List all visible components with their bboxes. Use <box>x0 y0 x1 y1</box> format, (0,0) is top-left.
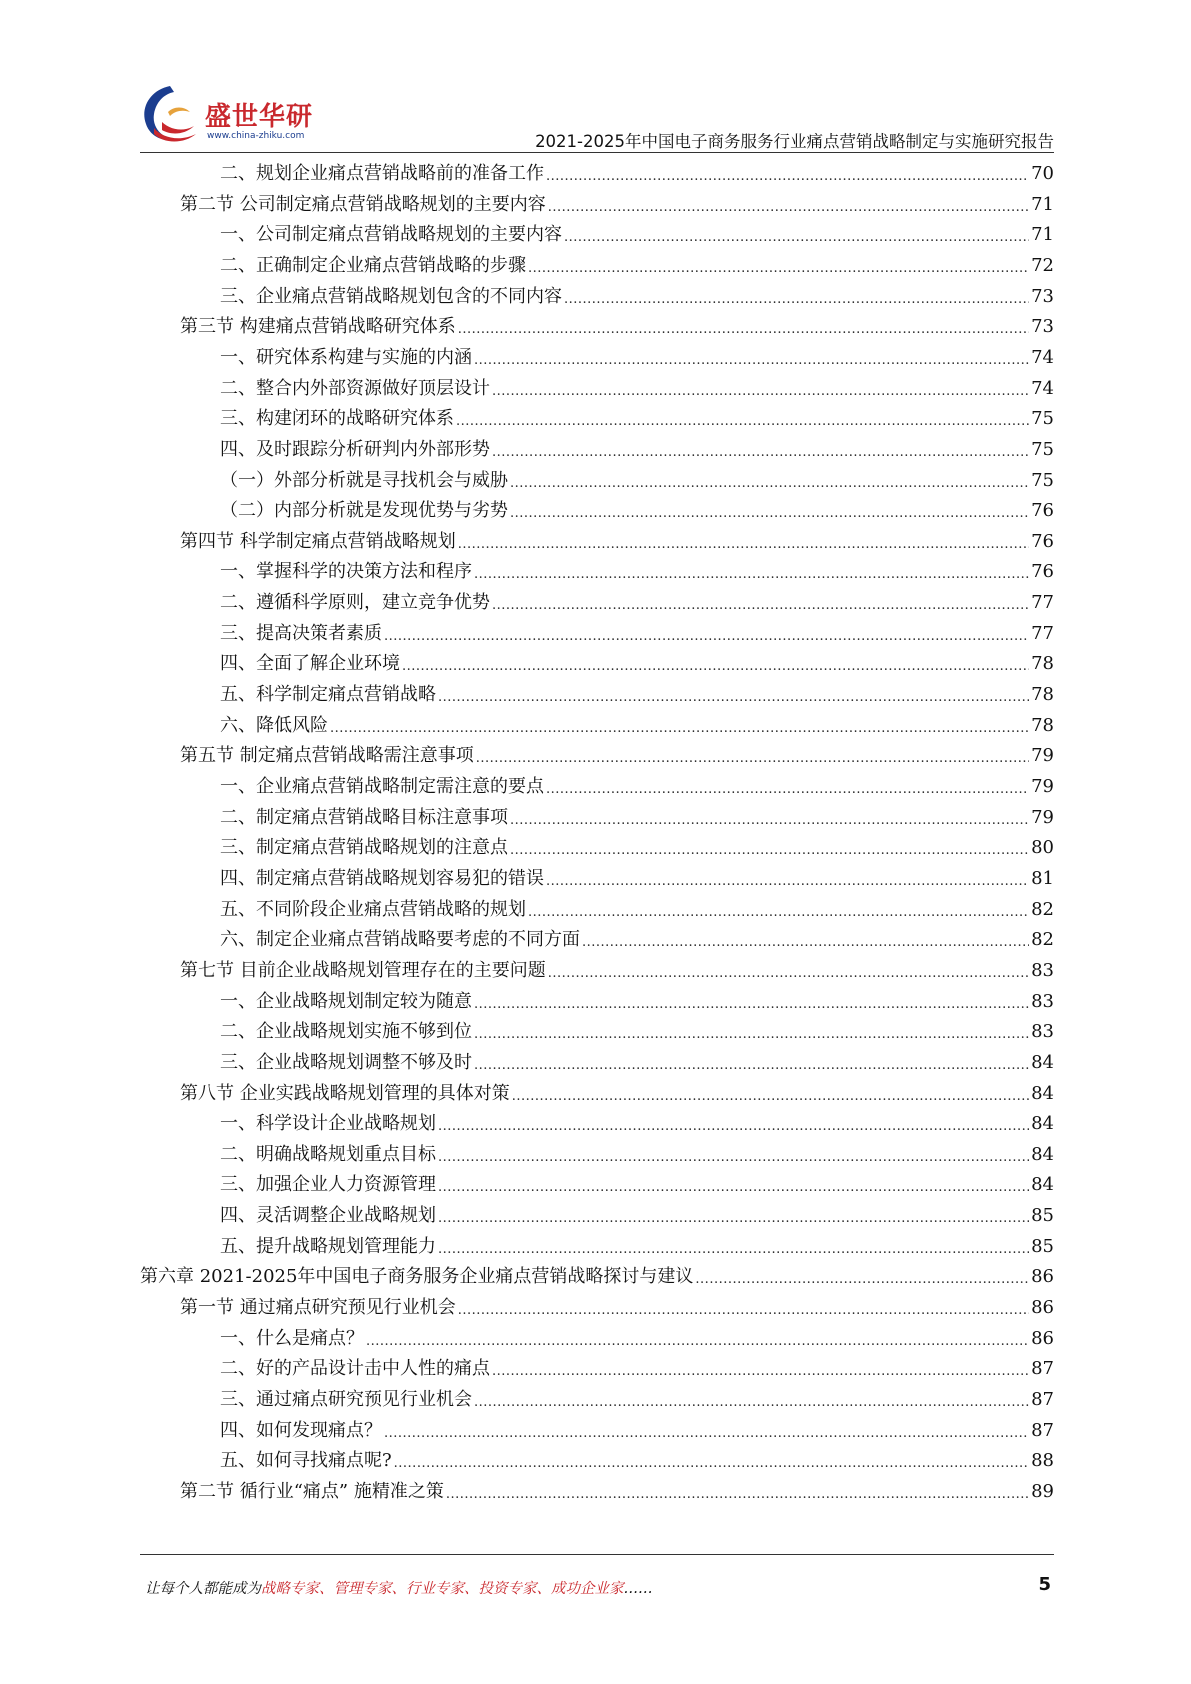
toc-entry-title: 一、公司制定痛点营销战略规划的主要内容 <box>220 224 562 246</box>
toc-entry-page: 77 <box>1031 622 1054 644</box>
toc-entry[interactable] <box>220 681 1054 709</box>
toc-entry-page: 78 <box>1031 714 1054 736</box>
toc-dot-leader <box>564 221 1029 249</box>
toc-entry-page: 87 <box>1031 1389 1054 1410</box>
toc-entry-page: 79 <box>1031 745 1054 767</box>
toc-dot-leader <box>492 1355 1029 1383</box>
toc-dot-leader <box>438 1171 1029 1199</box>
logo-text: 盛世华研 <box>205 102 314 132</box>
toc-entry[interactable] <box>220 620 1054 648</box>
toc-entry-title: 第四节 科学制定痛点营销战略规划 <box>180 530 456 552</box>
toc-entry[interactable] <box>220 1202 1054 1230</box>
toc-entry-title: （一）外部分析就是寻找机会与威胁 <box>220 469 508 491</box>
toc-entry-page: 84 <box>1031 1143 1054 1165</box>
toc-entry[interactable] <box>220 252 1054 280</box>
toc-entry-page: 76 <box>1031 500 1054 522</box>
toc-entry[interactable] <box>220 988 1054 1016</box>
footer-slogan <box>145 1577 653 1598</box>
toc-entry[interactable] <box>220 375 1054 403</box>
toc-entry-page: 84 <box>1031 1113 1054 1135</box>
toc-entry[interactable] <box>220 1018 1054 1046</box>
toc-dot-leader <box>548 191 1029 219</box>
toc-dot-leader <box>492 436 1029 464</box>
toc-entry-title: 五、如何寻找痛点呢? <box>220 1450 392 1472</box>
toc-entry[interactable] <box>220 804 1054 832</box>
toc-entry-page: 78 <box>1031 653 1054 675</box>
toc-entry[interactable] <box>220 1355 1054 1383</box>
toc-entry-page: 73 <box>1031 316 1054 338</box>
toc-entry-page: 85 <box>1031 1235 1054 1257</box>
toc-entry-page: 78 <box>1031 684 1054 706</box>
toc-entry-title: 四、制定痛点营销战略规划容易犯的错误 <box>220 867 544 889</box>
footer-slogan-highlight: 战略专家、管理专家、行业专家、投资专家、成功企业家 <box>261 1581 624 1597</box>
toc-entry-page: 84 <box>1031 1174 1054 1196</box>
toc-dot-leader <box>492 375 1029 403</box>
toc-entry-page: 71 <box>1031 193 1054 215</box>
toc-entry-page: 82 <box>1031 898 1054 920</box>
toc-entry-page: 75 <box>1031 469 1054 491</box>
toc-entry-page: 79 <box>1031 806 1054 828</box>
toc-entry-page: 87 <box>1031 1419 1054 1441</box>
toc-entry[interactable] <box>220 344 1054 372</box>
toc-entry-title: 五、不同阶段企业痛点营销战略的规划 <box>220 898 526 920</box>
toc-entry-title: 六、降低风险 <box>220 714 328 736</box>
toc-dot-leader <box>458 313 1029 341</box>
toc-entry-title: 二、好的产品设计击中人性的痛点 <box>220 1358 490 1380</box>
toc-entry-page: 74 <box>1031 377 1054 399</box>
footer-divider <box>140 1554 1054 1555</box>
toc-entry-title: 第五节 制定痛点营销战略需注意事项 <box>180 745 474 767</box>
toc-dot-leader <box>546 160 1029 188</box>
toc-entry-page: 85 <box>1031 1205 1054 1227</box>
toc-dot-leader <box>492 589 1029 617</box>
toc-entry-title: 三、企业痛点营销战略规划包含的不同内容 <box>220 285 562 307</box>
toc-entry-title: 第六章 2021-2025年中国电子商务服务企业痛点营销战略探讨与建议 <box>140 1266 694 1288</box>
toc-entry[interactable] <box>180 742 1054 770</box>
toc-entry-page: 71 <box>1031 224 1054 246</box>
toc-dot-leader <box>366 1325 1029 1353</box>
toc-entry-page: 86 <box>1031 1266 1054 1288</box>
toc-entry-page: 79 <box>1031 776 1054 797</box>
toc-entry-page: 83 <box>1031 1021 1054 1043</box>
toc-dot-leader <box>456 405 1029 433</box>
toc-dot-leader <box>582 926 1029 954</box>
toc-dot-leader <box>528 896 1029 924</box>
toc-entry[interactable] <box>220 1325 1054 1353</box>
toc-entry[interactable] <box>220 589 1054 617</box>
toc-entry-title: 第三节 构建痛点营销战略研究体系 <box>180 316 456 338</box>
toc-entry[interactable] <box>180 1478 1054 1506</box>
toc-entry[interactable] <box>180 313 1054 341</box>
toc-entry-title: 二、正确制定企业痛点营销战略的步骤 <box>220 254 526 276</box>
toc-dot-leader <box>438 1110 1029 1138</box>
toc-entry[interactable] <box>220 834 1054 862</box>
toc-entry[interactable] <box>140 1263 1054 1291</box>
toc-dot-leader <box>402 650 1029 678</box>
toc-dot-leader <box>474 988 1029 1016</box>
page-number: 5 <box>1038 1574 1051 1595</box>
toc-entry-page: 83 <box>1031 959 1054 981</box>
toc-dot-leader <box>458 1294 1029 1322</box>
toc-entry[interactable] <box>220 712 1054 740</box>
toc-entry[interactable] <box>220 650 1054 678</box>
toc-entry[interactable] <box>220 160 1054 188</box>
toc-entry-title: 六、制定企业痛点营销战略要考虑的不同方面 <box>220 929 580 951</box>
footer-slogan-prefix: 让每个人都能成为 <box>145 1581 261 1597</box>
toc-entry[interactable] <box>220 1110 1054 1138</box>
toc-entry[interactable] <box>220 1386 1054 1414</box>
toc-entry[interactable] <box>220 1141 1054 1169</box>
toc-entry[interactable] <box>220 558 1054 586</box>
toc-dot-leader <box>474 1049 1029 1077</box>
toc-entry[interactable] <box>220 865 1054 893</box>
toc-entry-page: 72 <box>1031 254 1054 276</box>
toc-dot-leader <box>476 742 1029 770</box>
toc-dot-leader <box>546 865 1029 893</box>
toc-entry-title: 第二节 公司制定痛点营销战略规划的主要内容 <box>180 193 546 215</box>
toc-entry[interactable] <box>220 1233 1054 1261</box>
toc-entry-title: 第一节 通过痛点研究预见行业机会 <box>180 1297 456 1319</box>
toc-entry-page: 75 <box>1031 408 1054 430</box>
toc-entry-title: 第二节 循行业“痛点” 施精准之策 <box>180 1480 444 1502</box>
toc-dot-leader <box>458 528 1029 556</box>
toc-dot-leader <box>528 252 1029 280</box>
toc-dot-leader <box>438 1202 1029 1230</box>
toc-entry[interactable] <box>220 926 1054 954</box>
toc-dot-leader <box>510 834 1029 862</box>
toc-entry-title: 第七节 目前企业战略规划管理存在的主要问题 <box>180 959 546 981</box>
toc-entry[interactable] <box>220 1447 1054 1475</box>
toc-entry-page: 84 <box>1031 1051 1054 1073</box>
toc-entry-title: 三、构建闭环的战略研究体系 <box>220 408 454 430</box>
toc-entry-title: 一、企业战略规划制定较为随意 <box>220 990 472 1012</box>
toc-dot-leader <box>510 497 1029 525</box>
toc-entry[interactable] <box>220 436 1054 464</box>
toc-entry[interactable] <box>220 773 1054 801</box>
toc-entry-page: 77 <box>1031 592 1054 614</box>
header-divider <box>140 152 1054 153</box>
toc-dot-leader <box>510 467 1029 495</box>
toc-entry-page: 87 <box>1031 1358 1054 1380</box>
toc-entry-page: 88 <box>1031 1450 1054 1472</box>
toc-entry-title: 一、掌握科学的决策方法和程序 <box>220 561 472 583</box>
toc-dot-leader <box>394 1447 1029 1475</box>
toc-entry[interactable] <box>220 497 1054 525</box>
toc-entry[interactable] <box>220 1417 1054 1445</box>
toc-dot-leader <box>510 804 1029 832</box>
toc-entry-page: 80 <box>1031 837 1054 859</box>
toc-entry[interactable] <box>220 896 1054 924</box>
toc-entry[interactable] <box>220 1049 1054 1077</box>
toc-entry-page: 86 <box>1031 1297 1054 1319</box>
toc-entry[interactable] <box>220 283 1054 311</box>
toc-dot-leader <box>330 712 1029 740</box>
toc-entry[interactable] <box>220 405 1054 433</box>
toc-entry-page: 76 <box>1031 530 1054 552</box>
toc-dot-leader <box>546 773 1029 801</box>
toc-entry-title: 三、提高决策者素质 <box>220 622 382 644</box>
logo-url: www.china-zhiku.com <box>207 131 305 141</box>
toc-entry[interactable] <box>180 957 1054 985</box>
toc-entry-page: 82 <box>1031 929 1054 951</box>
toc-entry-title: 二、明确战略规划重点目标 <box>220 1143 436 1165</box>
toc-entry-title: 五、提升战略规划管理能力 <box>220 1235 436 1257</box>
toc-entry-title: 一、科学设计企业战略规划 <box>220 1113 436 1135</box>
toc-dot-leader <box>548 957 1029 985</box>
toc-dot-leader <box>474 1018 1029 1046</box>
toc-entry-page: 73 <box>1031 285 1054 307</box>
toc-dot-leader <box>384 620 1029 648</box>
toc-entry-title: 三、加强企业人力资源管理 <box>220 1174 436 1196</box>
toc-entry-page: 76 <box>1031 561 1054 583</box>
toc-entry-title: 二、企业战略规划实施不够到位 <box>220 1021 472 1043</box>
toc-entry-page: 75 <box>1031 438 1054 460</box>
toc-dot-leader <box>695 1263 1029 1291</box>
toc-entry[interactable] <box>180 1080 1054 1108</box>
toc-entry[interactable] <box>180 528 1054 556</box>
toc-entry-title: 四、如何发现痛点？ <box>220 1419 382 1441</box>
toc-dot-leader <box>438 1233 1029 1261</box>
toc-dot-leader <box>474 344 1029 372</box>
toc-entry-title: 一、什么是痛点？ <box>220 1327 364 1349</box>
toc-entry-page: 81 <box>1031 867 1054 889</box>
toc-entry-title: （二）内部分析就是发现优势与劣势 <box>220 500 508 522</box>
toc-entry[interactable] <box>220 1171 1054 1199</box>
toc-entry-title: 四、及时跟踪分析研判内外部形势 <box>220 438 490 460</box>
toc-dot-leader <box>474 558 1029 586</box>
toc-dot-leader <box>384 1417 1029 1445</box>
toc-entry-title: 四、灵活调整企业战略规划 <box>220 1205 436 1227</box>
footer-slogan-suffix: …… <box>623 1581 653 1597</box>
toc-entry[interactable] <box>180 1294 1054 1322</box>
toc-entry-page: 74 <box>1031 346 1054 368</box>
toc-entry-title: 二、遵循科学原则，建立竞争优势 <box>220 592 490 614</box>
toc-entry-title: 五、科学制定痛点营销战略 <box>220 684 436 706</box>
toc-entry-title: 一、企业痛点营销战略制定需注意的要点 <box>220 776 544 797</box>
toc-dot-leader <box>438 681 1029 709</box>
toc-entry-title: 一、研究体系构建与实施的内涵 <box>220 346 472 368</box>
toc-entry-page: 89 <box>1031 1480 1054 1502</box>
toc-dot-leader <box>512 1080 1029 1108</box>
toc-entry-title: 第八节 企业实践战略规划管理的具体对策 <box>180 1082 510 1104</box>
toc-entry-title: 三、制定痛点营销战略规划的注意点 <box>220 837 508 859</box>
toc-entry-title: 二、整合内外部资源做好顶层设计 <box>220 377 490 399</box>
toc-entry-title: 二、制定痛点营销战略目标注意事项 <box>220 806 508 828</box>
report-title: 2021-2025年中国电子商务服务行业痛点营销战略制定与实施研究报告 <box>535 132 1054 151</box>
toc-entry-page: 70 <box>1031 163 1054 184</box>
toc-dot-leader <box>438 1141 1029 1169</box>
toc-entry[interactable] <box>220 221 1054 249</box>
toc-entry-page: 86 <box>1031 1327 1054 1349</box>
toc-entry-title: 四、全面了解企业环境 <box>220 653 400 675</box>
toc-dot-leader <box>446 1478 1029 1506</box>
toc-entry-page: 83 <box>1031 990 1054 1012</box>
toc-entry-title: 二、规划企业痛点营销战略前的准备工作 <box>220 163 544 184</box>
toc-entry[interactable] <box>220 467 1054 495</box>
toc-entry[interactable] <box>180 191 1054 219</box>
toc-entry-page: 84 <box>1031 1082 1054 1104</box>
toc-dot-leader <box>474 1386 1029 1414</box>
toc-entry-title: 三、通过痛点研究预见行业机会 <box>220 1389 472 1410</box>
toc-dot-leader <box>564 283 1029 311</box>
toc-entry-title: 三、企业战略规划调整不够及时 <box>220 1051 472 1073</box>
